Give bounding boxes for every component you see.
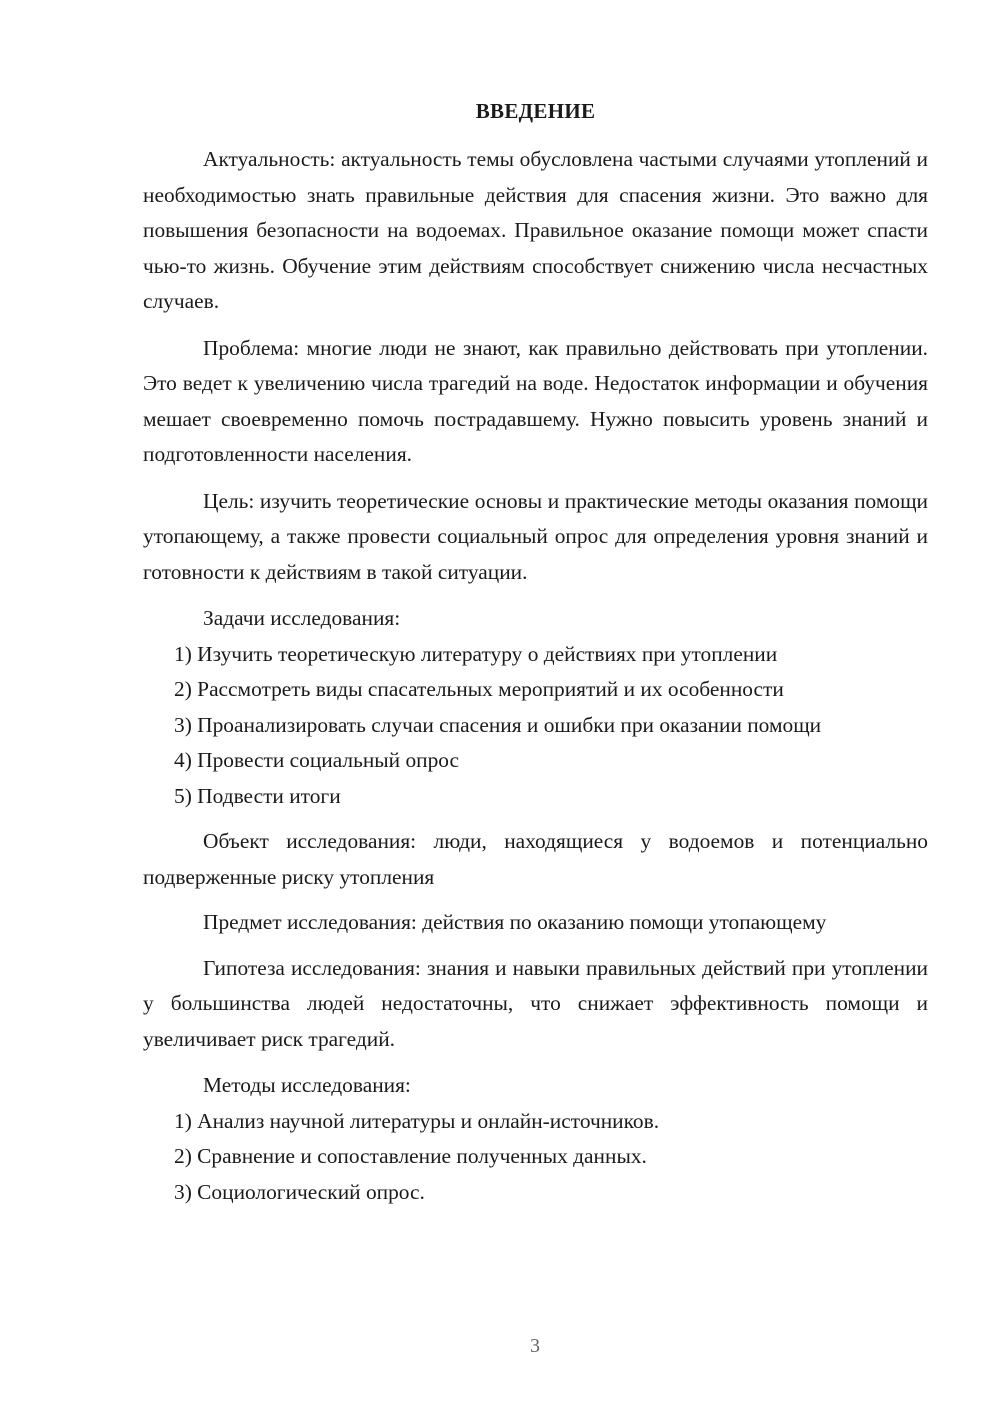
document-body	[143, 142, 928, 1210]
page-title: ВВЕДЕНИЕ	[475, 99, 596, 123]
paragraph-hypothesis: Гипотеза исследования: знания и навыки правильных действий при утоплении у большинства людей недостаточны, что снижает эффективность помощи и увеличивает риск трагедий.	[143, 955, 928, 1051]
paragraph-goal: Цель: изучить теоретические основы и практические методы оказания помощи утопающему, а также провести социальный опрос для определения уровня знаний и готовности к действиям в такой ситуации.	[143, 488, 928, 584]
list-item: 5) Подвести итоги	[174, 783, 341, 808]
list-item: 1) Изучить теоретическую литературу о действиях при утоплении	[174, 641, 778, 666]
list-item: 2) Сравнение и сопоставление полученных данных.	[174, 1144, 647, 1168]
methods-heading: Методы исследования:	[203, 1073, 411, 1097]
paragraph-subject: Предмет исследования: действия по оказанию помощи утопающему	[203, 910, 827, 934]
list-item: 3) Социологический опрос.	[174, 1179, 425, 1204]
list-item: 3) Проанализировать случаи спасения и ошибки при оказании помощи	[174, 712, 822, 737]
list-item: 1) Анализ научной литературы и онлайн-источников.	[174, 1108, 660, 1133]
methods-list	[143, 1104, 928, 1211]
paragraph-object: Объект исследования: люди, находящиеся у водоемов и потенциально подверженные риску утопления	[143, 829, 928, 889]
list-item: 4) Провести социальный опрос	[174, 748, 460, 772]
page-number: 3	[530, 1335, 540, 1357]
paragraph-problem: Проблема: многие люди не знают, как правильно действовать при утоплении. Это ведет к увеличению числа трагедий на воде. Недостаток информации и обучения мешает своевременно помочь пострадавшему. Нужно повысить уровень знаний и подготовленности населения.	[143, 335, 928, 466]
tasks-heading: Задачи исследования:	[203, 606, 401, 630]
tasks-list	[143, 637, 928, 815]
paragraph-relevance: Актуальность: актуальность темы обусловлена частыми случаями утоплений и необходимостью знать правильные действия для спасения жизни. Это важно для повышения безопасности на водоемах. Правильное оказание помощи может спасти чью-то жизнь. Обучение этим действиям способствует снижению числа несчастных случаев.	[143, 147, 928, 313]
list-item: 2) Рассмотреть виды спасательных мероприятий и их особенности	[174, 677, 784, 701]
